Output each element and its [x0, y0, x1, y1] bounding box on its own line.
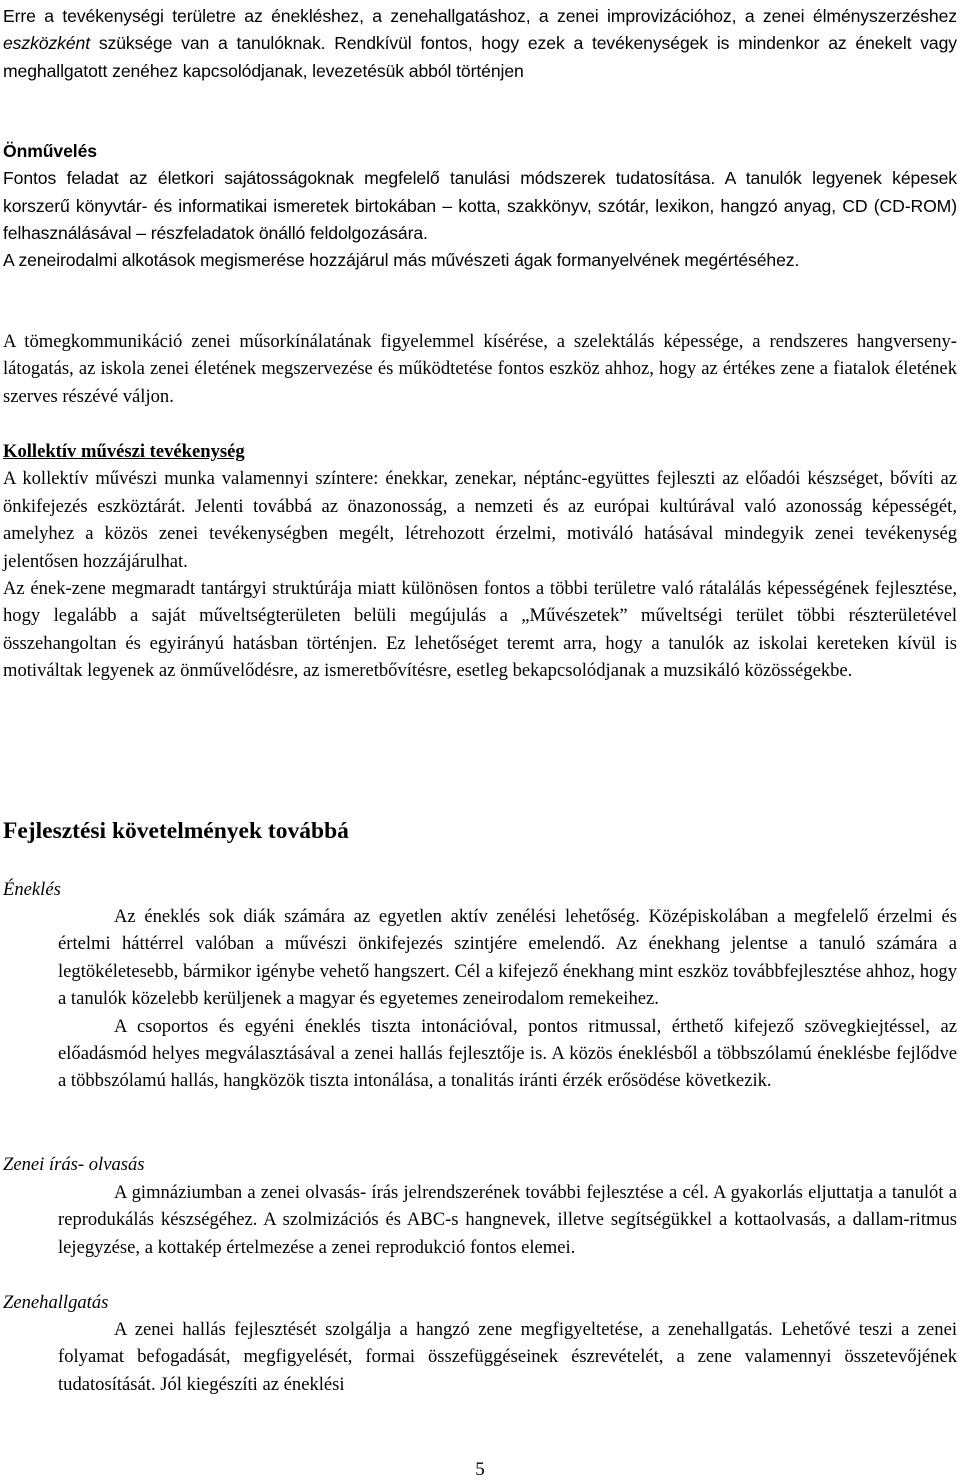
enekles-body: [58, 903, 957, 1095]
kollektiv-paragraph-2: Az ének-zene megmaradt tantárgyi struktúrája miatt különösen fontos a többi területre való rátalálás képességének fejlesztése, hogy legalább a saját műveltségterületen belüli megújulás a „Művészetek” műveltségi terület többi részterületével összehangoltan és egyirányú hatásban történjen. Ez lehetőséget teremt arra, hogy a tanulók az iskolai kereteken kívül is motiváltak legyenek az önművelődésre, az ismeretbővítésre, esetleg bekapcsolódjanak a muzsikáló közösségekbe.: [3, 578, 957, 682]
zenehallgatas-title: Zenehallgatás: [3, 1292, 109, 1313]
onmuveles-paragraph-2: A zeneirodalmi alkotások megismerése hozzájárul más művészeti ágak formanyelvének megértéséhez.: [3, 250, 800, 271]
kollektiv-section: [3, 438, 957, 685]
zenei-iras-title: Zenei írás- olvasás: [3, 1154, 145, 1175]
zenehallgatas-body: [58, 1316, 957, 1398]
intro-text-a: Erre a tevékenységi területre az énekléshez, a zenehallgatáshoz, a zenei improvizációhoz, a zenei élményszerzéshez: [3, 6, 957, 26]
intro-paragraph: [3, 3, 957, 85]
enekles-paragraph-1: Az éneklés sok diák számára az egyetlen aktív zenélési lehetőség. Középiskolában a megfelelő érzelmi és értelmi háttérrel valóban a művészi önkifejezés szintjére emelendő. Az énekhang jelentse a tanuló számára a legtökéletesebb, bármikor igénybe vehető hangszert. Cél a kifejező énekhang mint eszköz továbbfejlesztése ahhoz, hogy a tanulók közelebb kerüljenek a magyar és egyetemes zeneirodalom remekeihez.: [58, 906, 957, 1010]
onmuveles-lead: Fontos feladat az életkori sajátosságoknak megfelelő tanulási módszerek tudatosítása.: [3, 168, 716, 189]
enekles-paragraph-2: A csoportos és egyéni éneklés tiszta intonációval, pontos ritmussal, érthető kifejező szövegkiejtéssel, az előadásmód helyes megválasztásával a zenei hallás fejlesztője is. A közös éneklésből a többszólamú éneklésbe fejlődve a többszólamú hallás, hangközök tiszta intonálása, a tonalitás iránti érzék erősödése következik.: [58, 1015, 957, 1092]
page-number: 5: [475, 1459, 485, 1480]
onmuveles-heading: Önművelés: [3, 141, 97, 161]
onmuveles-paragraph-3-block: [3, 328, 957, 410]
kollektiv-heading: Kollektív művészi tevékenység: [3, 441, 245, 462]
onmuveles-paragraph-3: A tömegkommunikáció zenei műsorkínálatának figyelemmel kísérése, a szelektálás képessége, a rendszeres hangverseny-látogatás, az iskola zenei életének megszervezése és működtetése fontos eszköz ahhoz, hogy az értékes zene a fiatalok életének szerves részévé váljon.: [3, 331, 957, 407]
enekles-title: Éneklés: [3, 879, 61, 900]
onmuveles-section: [3, 138, 957, 274]
onmuveles-lead-cont: A tanulók legyenek képesek korszerű könyvtár- és informatikai ismeretek birtokában – kotta, szakkönyv, szótár, lexikon, hangzó anyag, CD (CD-ROM) felhasználásával – részfeladatok önálló feldolgozására.: [3, 168, 957, 243]
zenei-iras-body: [58, 1179, 957, 1261]
kollektiv-paragraph-1: A kollektív művészi munka valamennyi színtere: énekkar, zenekar, néptánc-együttes fejleszti az előadói készséget, bővíti az önkifejezés eszköztárát. Jelenti továbbá az önazonosság, a nemzeti és az európai kultúrával való azonosság képességét, amelyhez a közös zenei tevékenységben megélt, létrehozott érzelmi, motiváló hatásával mindegyik zenei tevékenység jelentősen hozzájárulhat.: [3, 468, 957, 572]
intro-emphasis: eszközként: [3, 33, 91, 54]
zenehallgatas-paragraph-1: A zenei hallás fejlesztését szolgálja a hangzó zene megfigyeltetése, a zenehallgatás. Lehetővé teszi a zenei folyamat befogadását, megfigyelését, formai összefüggéseinek észrevételét, a zene valamennyi összetevőjének tudatosítását. Jól kiegészíti az éneklési: [58, 1319, 957, 1395]
fejlesztesi-heading: Fejlesztési követelmények továbbá: [3, 818, 349, 844]
intro-text-b: szüksége van a tanulóknak. Rendkívül fontos, hogy ezek a tevékenységek is mindenkor az énekelt vagy meghallgatott zenéhez kapcsolódjanak, levezetésük abból történjen: [3, 33, 957, 81]
zenei-iras-paragraph-1: A gimnáziumban a zenei olvasás- írás jelrendszerének további fejlesztése a cél. A gyakorlás eljuttatja a tanulót a reprodukálás készségéhez. A szolmizációs és ABC-s hangnevek, illetve segítségükkel a kottaolvasás, a dallam-ritmus lejegyzése, a kottakép értelmezése a zenei reprodukció fontos elemei.: [58, 1182, 957, 1258]
